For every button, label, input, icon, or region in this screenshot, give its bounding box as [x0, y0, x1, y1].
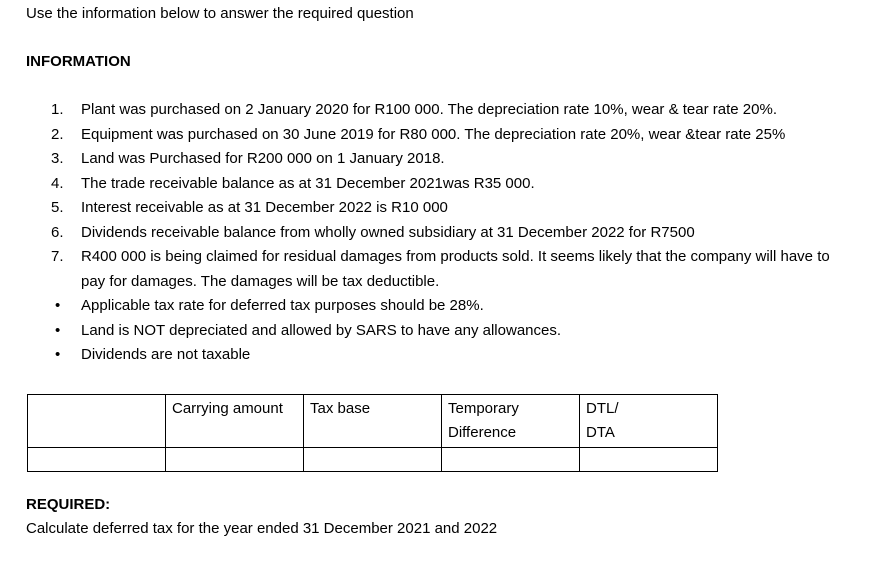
required-heading: REQUIRED:: [26, 496, 111, 513]
deferred-tax-table: [27, 394, 718, 472]
table-header-cell: [442, 395, 580, 448]
table-cell: [166, 448, 304, 472]
bullet-icon: •: [55, 297, 61, 314]
required-text: Calculate deferred tax for the year ended 31 December 2021 and 2022: [26, 520, 498, 537]
list-item: [51, 172, 841, 197]
table-header-cell: [580, 395, 718, 448]
item-text: The trade receivable balance as at 31 December 2021was R35 000.: [81, 174, 535, 192]
bullet-icon: •: [55, 346, 61, 363]
item-number: 1.: [51, 101, 64, 118]
temporary-difference-header: Temporary Difference: [448, 400, 519, 441]
item-text: Equipment was purchased on 30 June 2019 for R80 000. The depreciation rate 20%, wear &tear rate 25%: [81, 125, 786, 143]
item-text: Land was Purchased for R200 000 on 1 January 2018.: [81, 150, 445, 167]
bullet-icon: •: [55, 321, 61, 339]
item-text: Plant was purchased on 2 January 2020 for R100 000. The depreciation rate 10%, wear & tear rate 20%.: [81, 101, 777, 118]
table-header-cell: [304, 395, 442, 448]
carrying-amount-header: Carrying amount: [172, 400, 283, 417]
dtl-dta-header: DTL/ DTA: [586, 400, 619, 441]
item-text: Dividends receivable balance from wholly owned subsidiary at 31 December 2022 for R7500: [81, 223, 695, 241]
table-row: [28, 448, 718, 472]
table-header-row: [28, 395, 718, 448]
item-text: Interest receivable as at 31 December 2022 is R10 000: [81, 199, 448, 216]
item-number: 3.: [51, 150, 64, 167]
bullet-item: [51, 319, 841, 344]
table-header-cell: [28, 395, 166, 448]
item-number: 4.: [51, 174, 64, 192]
information-heading: INFORMATION: [26, 53, 131, 70]
table-cell: [304, 448, 442, 472]
table-cell: [580, 448, 718, 472]
table-header-cell: [166, 395, 304, 448]
item-number: 6.: [51, 223, 64, 241]
item-text: R400 000 is being claimed for residual damages from products sold. It seems likely that the company will have to pay for damages. The damages will be tax deductible.: [81, 248, 830, 290]
list-item: [51, 123, 841, 148]
item-number: 5.: [51, 199, 64, 216]
list-item: [51, 221, 841, 246]
table-cell: [442, 448, 580, 472]
bullet-item: [51, 294, 841, 319]
list-item: [51, 147, 841, 172]
bullet-text: Dividends are not taxable: [81, 346, 251, 363]
tax-base-header: Tax base: [310, 400, 371, 417]
list-item: [51, 245, 841, 294]
intro-text: Use the information below to answer the required question: [26, 5, 414, 22]
bullet-text: Applicable tax rate for deferred tax purposes should be 28%.: [81, 297, 484, 314]
bullet-item: [51, 343, 841, 368]
information-list: [51, 98, 841, 368]
bullet-text: Land is NOT depreciated and allowed by SARS to have any allowances.: [81, 321, 562, 339]
table-cell: [28, 448, 166, 472]
list-item: [51, 196, 841, 221]
item-number: 7.: [51, 248, 64, 265]
list-item: [51, 98, 841, 123]
item-number: 2.: [51, 125, 64, 143]
